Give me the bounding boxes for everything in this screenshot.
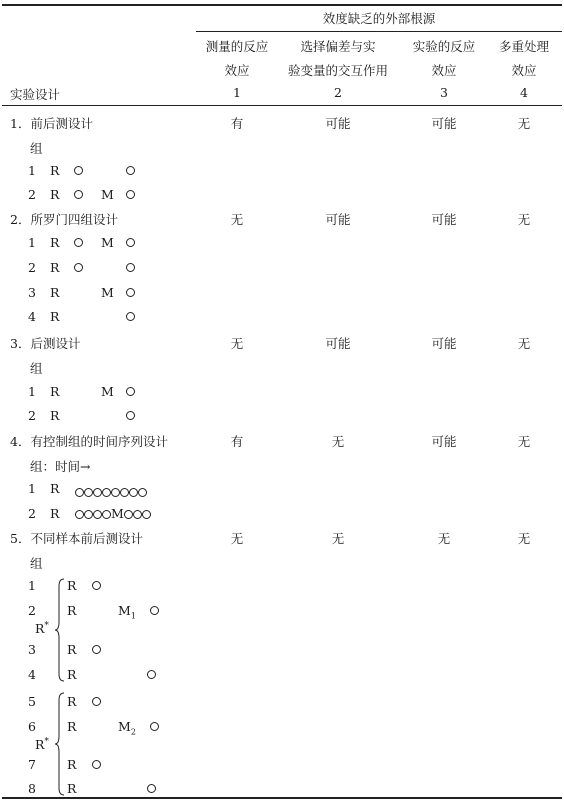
treatment-symbol: M	[111, 506, 124, 521]
col2-header-line2: 验变量的交互作用	[287, 63, 389, 78]
randomization-symbol: R	[50, 235, 60, 250]
randomization-symbol: R	[67, 757, 77, 772]
observation-circle	[147, 670, 156, 679]
randomization-symbol: R	[67, 781, 77, 796]
group-number: 2	[28, 603, 36, 618]
observation-circle	[92, 697, 101, 706]
randomization-symbol: R	[50, 506, 60, 521]
design-5-title: 5．不同样本前后测设计	[10, 531, 143, 546]
top-rule	[2, 4, 562, 6]
observation-circle	[74, 238, 83, 247]
design-4-title: 4．有控制组的时间序列设计	[10, 434, 168, 449]
group-number: 3	[28, 285, 36, 300]
group-number: 8	[28, 781, 36, 796]
col4-header-line1: 多重处理	[498, 39, 550, 54]
time-series-observations	[75, 484, 147, 499]
treatment-symbol: M	[101, 384, 114, 399]
randomization-symbol: R	[67, 719, 77, 734]
design-4-value-4: 无	[517, 434, 531, 449]
design-1-value-2: 可能	[325, 116, 351, 131]
design-3-value-4: 无	[517, 336, 531, 351]
design-5-value-1: 无	[230, 531, 244, 546]
group-number: 3	[28, 642, 36, 657]
observation-circle	[129, 488, 138, 497]
design-3-value-1: 无	[230, 336, 244, 351]
randomization-symbol: R	[50, 260, 60, 275]
group-number: 1	[28, 384, 36, 399]
observation-circle	[84, 510, 93, 519]
observation-circle	[93, 488, 102, 497]
observation-circle	[102, 488, 111, 497]
observation-circle	[93, 510, 102, 519]
col4-header-line2: 效应	[511, 63, 537, 78]
group-number: 1	[28, 481, 36, 496]
observation-circle	[74, 190, 83, 199]
observation-circle	[124, 510, 133, 519]
header-group-title: 效度缺乏的外部根源	[322, 11, 436, 26]
randomization-symbol: R	[67, 603, 77, 618]
observation-circle	[138, 488, 147, 497]
col2-header-num: 2	[334, 85, 342, 100]
group-number: 4	[28, 309, 36, 324]
group-number: 7	[28, 757, 36, 772]
observation-circle	[126, 312, 135, 321]
group-number: 2	[28, 408, 36, 423]
observation-circle	[75, 488, 84, 497]
design-1-title: 1．前后测设计	[10, 116, 93, 131]
randomization-symbol: R	[50, 187, 60, 202]
design-3-value-2: 可能	[325, 336, 351, 351]
design-2-value-3: 可能	[431, 212, 457, 227]
design-4-value-2: 无	[331, 434, 345, 449]
design-2-title: 2．所罗门四组设计	[10, 212, 118, 227]
design-5-value-3: 无	[437, 531, 451, 546]
randomization-symbol: R	[50, 163, 60, 178]
treatment-symbol: M	[101, 285, 114, 300]
design-1-group-label: 组	[30, 141, 43, 156]
observation-circle	[102, 510, 111, 519]
design-1-value-3: 可能	[431, 116, 457, 131]
col2-header-line1: 选择偏差与实	[300, 39, 376, 54]
design-5-group-label: 组	[30, 556, 43, 571]
randomization-symbol: R	[50, 408, 60, 423]
col1-header-line1: 测量的反应	[205, 39, 269, 54]
observation-circle	[126, 263, 135, 272]
treatment-symbol-1: $M_1$	[118, 603, 136, 621]
design-4-group-label: 组：时间→	[30, 459, 91, 474]
group-number: 2	[28, 506, 36, 521]
header-bottom-rule	[2, 105, 562, 106]
bottom-rule	[2, 797, 562, 799]
treatment-symbol-2: $M_2$	[118, 719, 136, 737]
observation-circle	[92, 645, 101, 654]
observation-circle	[74, 166, 83, 175]
left-brace-icon	[55, 692, 65, 796]
randomization-symbol: R	[50, 285, 60, 300]
col3-header-line1: 实验的反应	[412, 39, 476, 54]
time-series-observations-treated	[75, 506, 151, 521]
randomization-symbol: R	[67, 694, 77, 709]
design-2-value-4: 无	[517, 212, 531, 227]
group-number: 1	[28, 578, 36, 593]
observation-circle	[142, 510, 151, 519]
design-4-value-3: 可能	[431, 434, 457, 449]
observation-circle	[92, 581, 101, 590]
design-5-value-2: 无	[331, 531, 345, 546]
observation-circle	[75, 510, 84, 519]
design-1-value-4: 无	[517, 116, 531, 131]
randomization-symbol: R	[67, 667, 77, 682]
treatment-symbol: M	[101, 187, 114, 202]
design-2-value-1: 无	[230, 212, 244, 227]
row-label-header: 实验设计	[10, 87, 61, 102]
observation-circle	[84, 488, 93, 497]
group-number: 2	[28, 260, 36, 275]
randomization-symbol: R	[50, 384, 60, 399]
observation-circle	[126, 387, 135, 396]
col4-header-num: 4	[520, 85, 528, 100]
design-4-value-1: 有	[230, 434, 244, 449]
random-assignment-symbol: R*	[35, 621, 49, 637]
design-3-value-3: 可能	[431, 336, 457, 351]
observation-circle	[126, 166, 135, 175]
col3-header-num: 3	[440, 85, 448, 100]
col3-header-line2: 效应	[431, 63, 457, 78]
observation-circle	[147, 784, 156, 793]
observation-circle	[150, 606, 159, 615]
observation-circle	[126, 190, 135, 199]
observation-circle	[126, 238, 135, 247]
observation-circle	[120, 488, 129, 497]
observation-circle	[111, 488, 120, 497]
randomization-symbol: R	[50, 481, 60, 496]
randomization-symbol: R	[67, 578, 77, 593]
observation-circle	[133, 510, 142, 519]
design-3-title: 3．后测设计	[10, 336, 81, 351]
group-number: 6	[28, 719, 36, 734]
header-sub-rule	[196, 31, 562, 32]
observation-circle	[126, 411, 135, 420]
randomization-symbol: R	[67, 642, 77, 657]
treatment-symbol: M	[101, 235, 114, 250]
observation-circle	[126, 288, 135, 297]
col1-header-line2: 效应	[224, 63, 250, 78]
observation-circle	[92, 760, 101, 769]
col1-header-num: 1	[233, 85, 241, 100]
design-2-value-2: 可能	[325, 212, 351, 227]
group-number: 1	[28, 163, 36, 178]
observation-circle	[74, 263, 83, 272]
group-number: 1	[28, 235, 36, 250]
design-1-value-1: 有	[230, 116, 244, 131]
design-3-group-label: 组	[30, 361, 43, 376]
randomization-symbol: R	[50, 309, 60, 324]
group-number: 2	[28, 187, 36, 202]
observation-circle	[150, 722, 159, 731]
group-number: 4	[28, 667, 36, 682]
group-number: 5	[28, 694, 36, 709]
left-brace-icon	[55, 578, 65, 682]
random-assignment-symbol: R*	[35, 737, 49, 753]
design-5-value-4: 无	[517, 531, 531, 546]
